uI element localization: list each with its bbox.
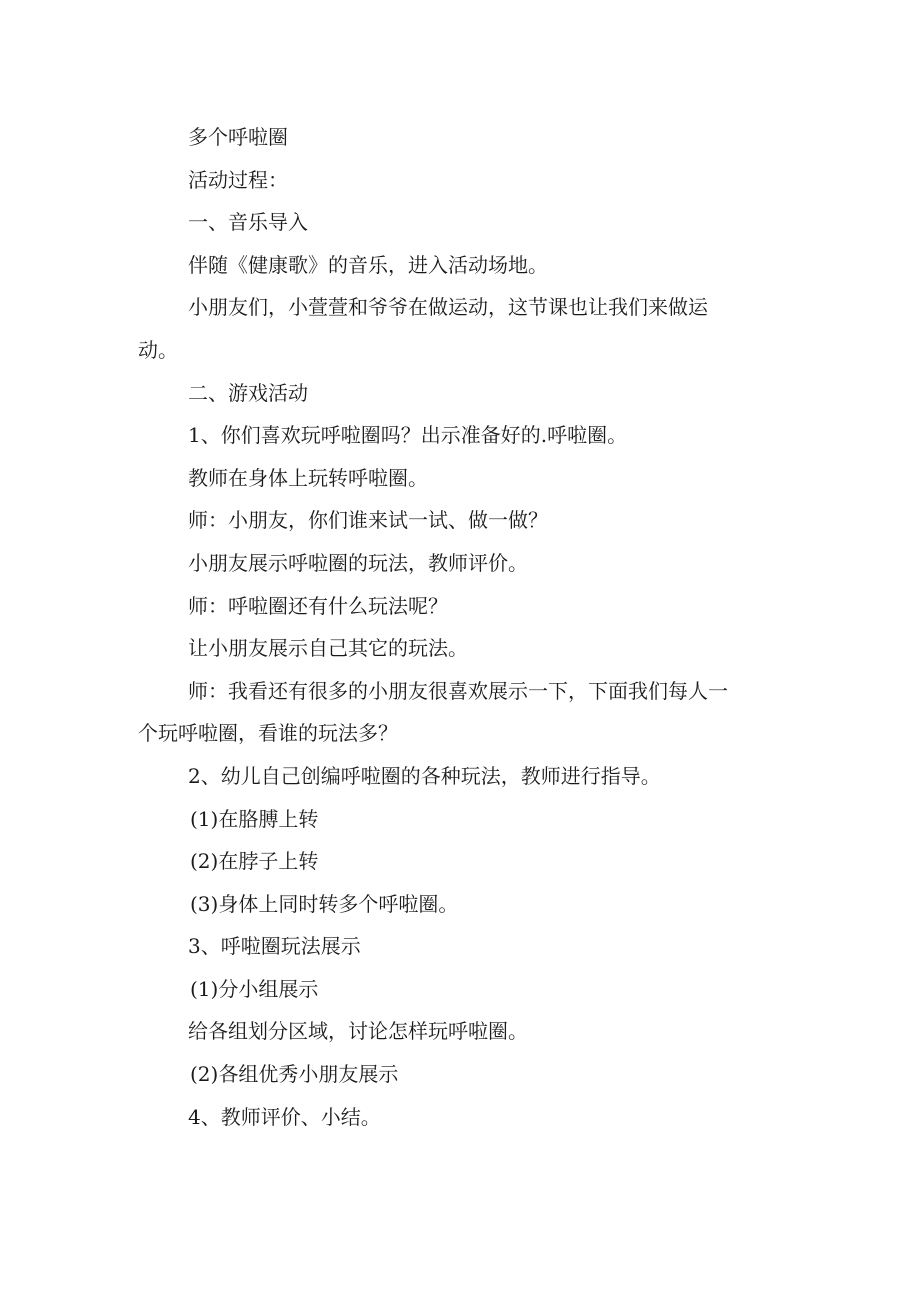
- doc-line-title: 多个呼啦圈: [188, 125, 288, 149]
- doc-line-paragraph: 伴随《健康歌》的音乐，进入活动场地。: [188, 252, 548, 277]
- doc-line-paragraph: 给各组划分区域，讨论怎样玩呼啦圈。: [188, 1019, 528, 1044]
- doc-line-paragraph-continued: 个玩呼啦圈，看谁的玩法多？: [138, 721, 398, 746]
- doc-line-paragraph: 师：我看还有很多的小朋友很喜欢展示一下，下面我们每人一: [188, 678, 728, 703]
- doc-line-section-2: 二、游戏活动: [188, 380, 308, 405]
- doc-line-paragraph: 师：呼啦圈还有什么玩法呢？: [188, 593, 448, 618]
- doc-line-paragraph: 让小朋友展示自己其它的玩法。: [188, 636, 468, 661]
- doc-line-paragraph: 小朋友展示呼啦圈的玩法，教师评价。: [188, 550, 528, 575]
- doc-line-step: 3、呼啦圈玩法展示: [188, 934, 361, 959]
- doc-line-sub-item: (2)各组优秀小朋友展示: [190, 1062, 399, 1087]
- document-body: [138, 116, 778, 1138]
- doc-line-step: 1、你们喜欢玩呼啦圈吗？出示准备好的.呼啦圈。: [188, 423, 628, 448]
- doc-line-sub-item: (2)在脖子上转: [190, 849, 319, 874]
- doc-line-paragraph: 师：小朋友，你们谁来试一试、做一做？: [188, 508, 548, 533]
- doc-line-sub-item: (1)在胳膊上转: [190, 806, 319, 831]
- doc-line-step: 4、教师评价、小结。: [188, 1104, 381, 1129]
- doc-line-section-1: 一、音乐导入: [188, 210, 308, 235]
- doc-line-step: 2、幼儿自己创编呼啦圈的各种玩法，教师进行指导。: [188, 763, 661, 788]
- doc-line-process-heading: 活动过程：: [188, 167, 288, 192]
- doc-line-paragraph: 小朋友们，小萱萱和爷爷在做运动，这节课也让我们来做运: [188, 295, 708, 320]
- doc-line-sub-item: (1)分小组展示: [190, 976, 319, 1001]
- doc-line-paragraph: 教师在身体上玩转呼啦圈。: [188, 465, 428, 490]
- doc-line-paragraph-continued: 动。: [138, 337, 178, 362]
- doc-line-sub-item: (3)身体上同时转多个呼啦圈。: [190, 891, 459, 916]
